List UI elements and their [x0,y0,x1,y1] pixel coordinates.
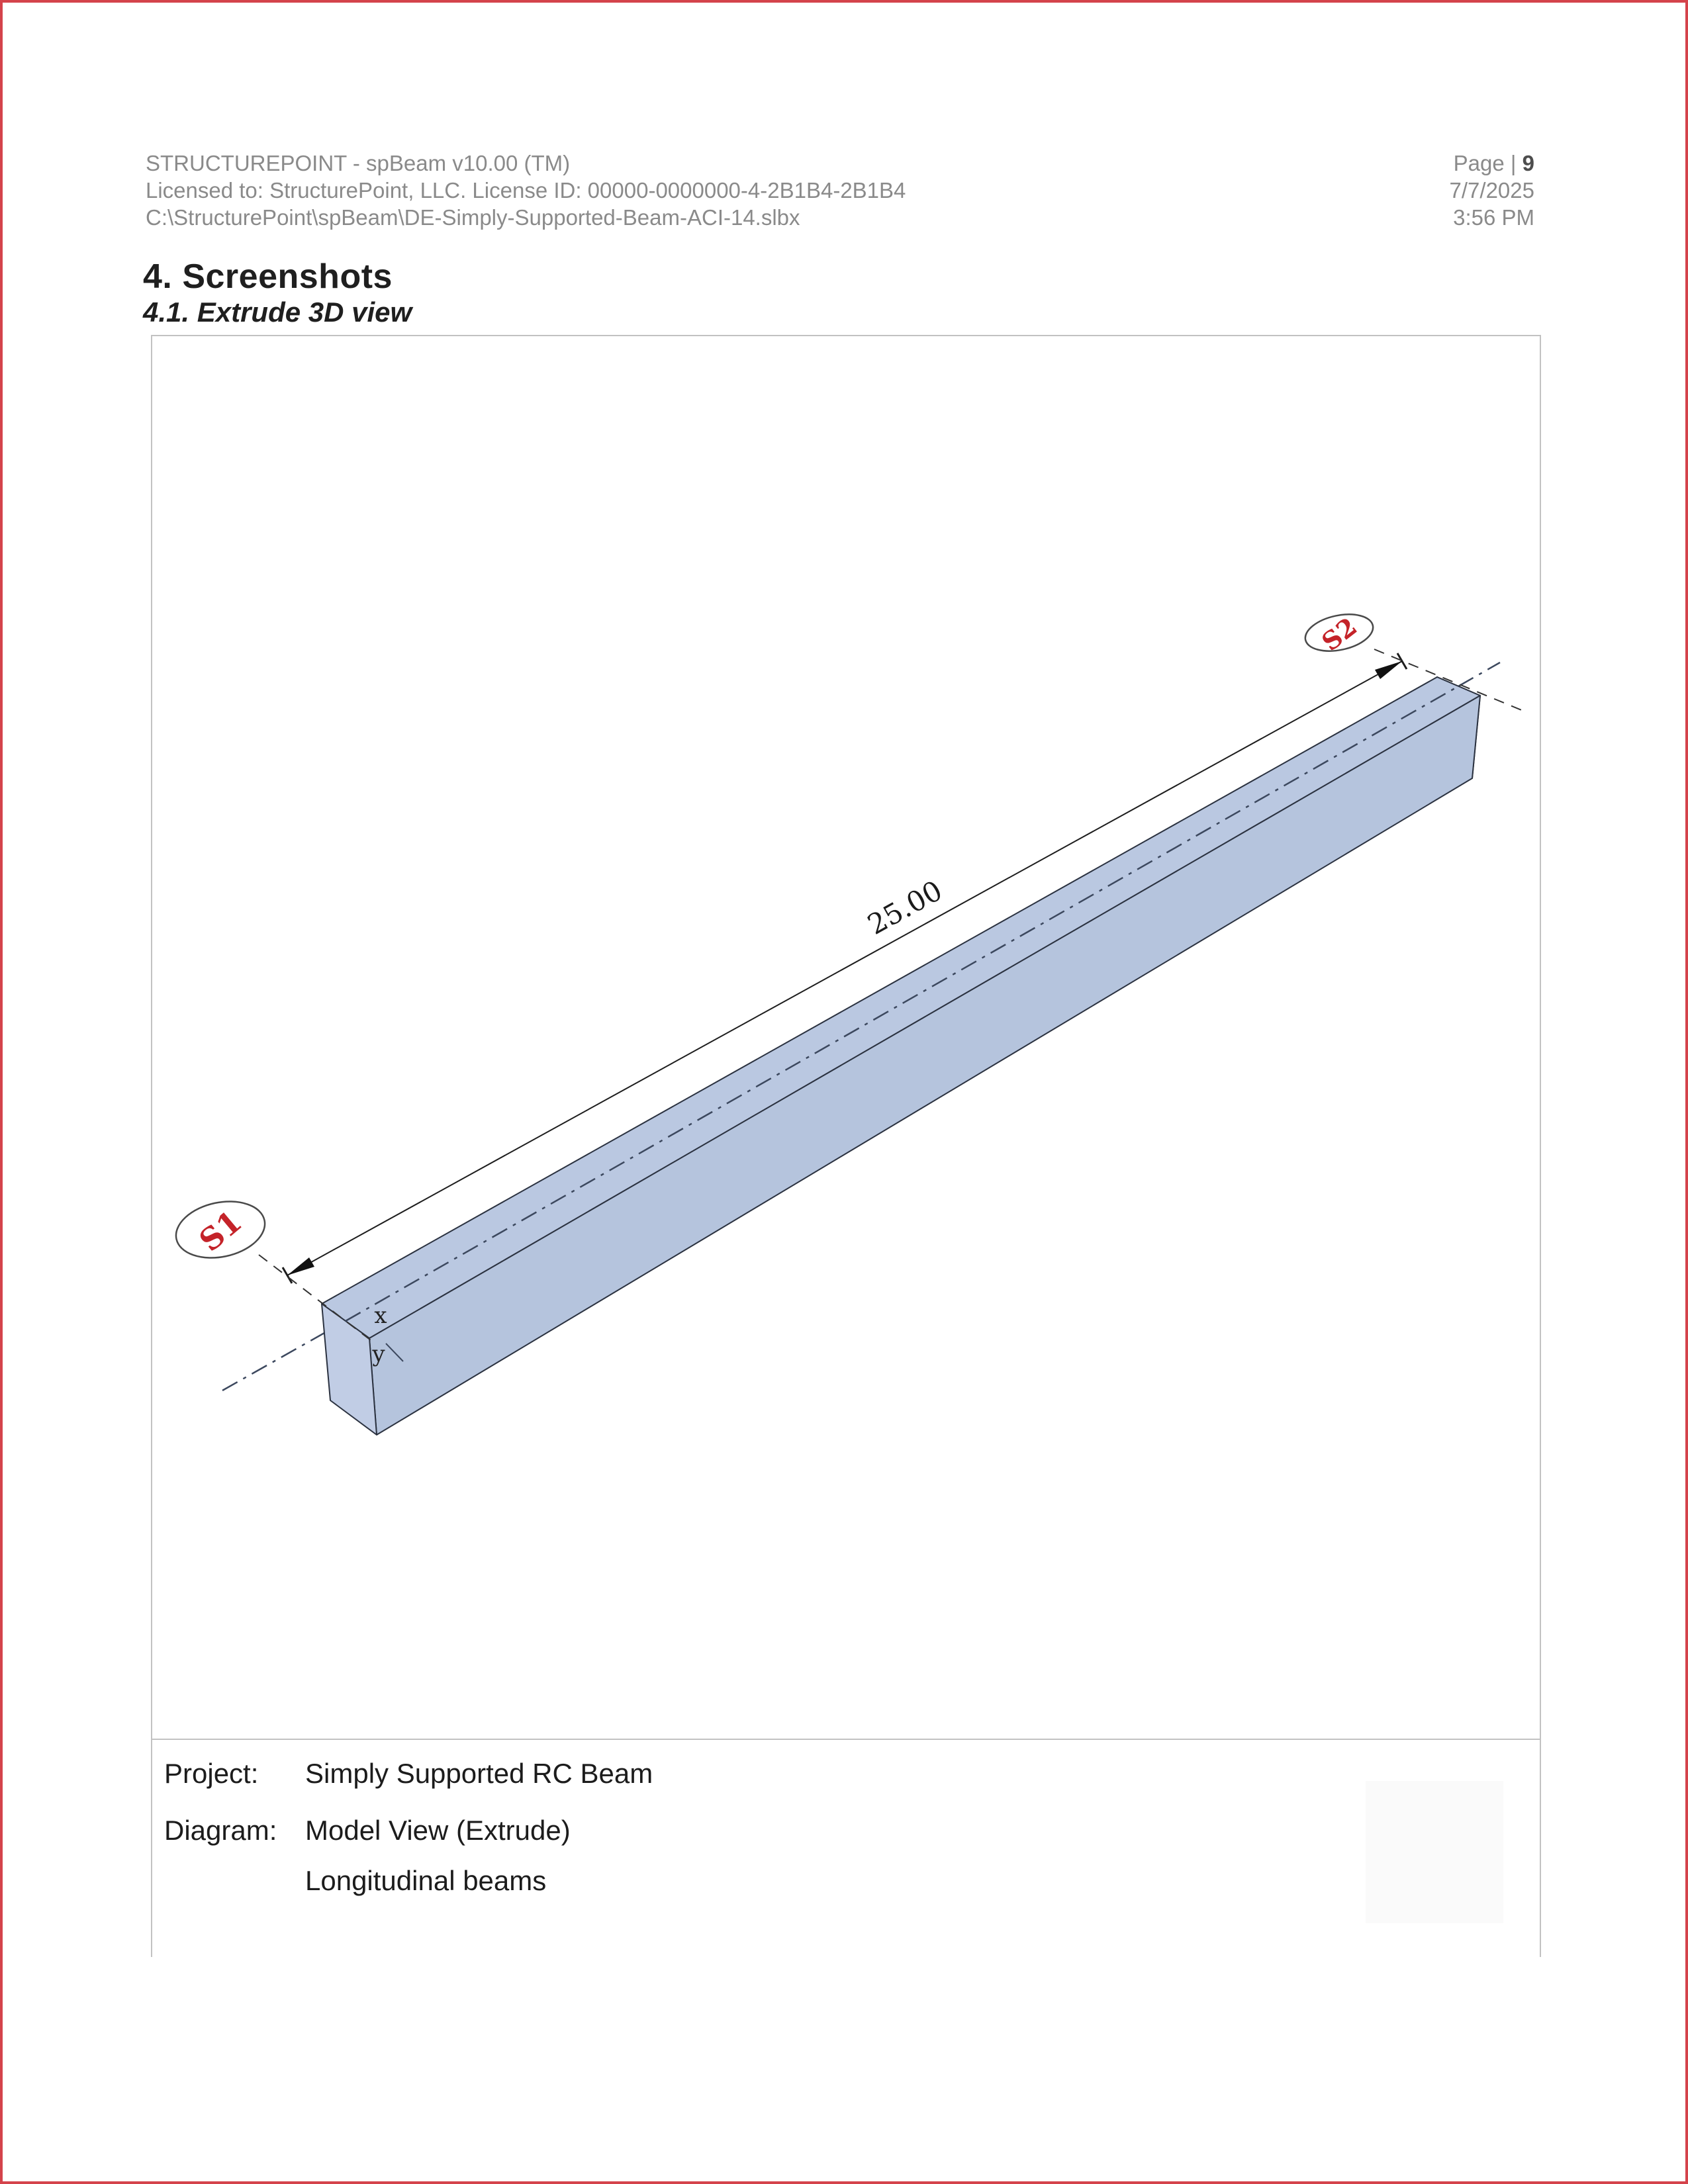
beam-front-face [369,696,1480,1435]
header-program-line: STRUCTUREPOINT - spBeam v10.00 (TM) [146,151,571,175]
report-header-right [1450,150,1534,231]
caption-value: Longitudinal beams [305,1865,547,1896]
caption-value: Model View (Extrude) [305,1815,571,1846]
dimension-arrow-far [1375,661,1402,679]
axis-y-label: y [372,1341,385,1367]
beam-solid [322,677,1480,1435]
report-header [146,150,906,231]
date-line: 7/7/2025 [1449,178,1534,203]
section-subtitle: 4.1. Extrude 3D view [143,296,412,328]
page-number-line [1450,150,1534,177]
header-filepath-line: C:\StructurePoint\spBeam\DE-Simply-Supported-Beam-ACI-14.slbx [146,205,800,230]
centerline-extension-far [1458,662,1500,686]
dimension-arrow-near [287,1257,314,1275]
time-line: 3:56 PM [1453,205,1534,230]
s1-label: S1 [192,1203,249,1259]
s2-label: S2 [1315,611,1363,657]
dimension-label: 25.00 [862,874,948,941]
axis-x-label: x [374,1302,387,1329]
watermark [1366,1781,1503,1923]
page-number: 9 [1522,151,1534,175]
caption-area [152,1739,1540,1957]
caption-label: Diagram: [164,1815,277,1846]
page-label: Page | [1453,151,1523,175]
section-title: 4. Screenshots [143,257,393,296]
figure-frame [151,335,1541,1957]
dimension-line [287,661,1402,1275]
caption-value: Simply Supported RC Beam [305,1758,653,1789]
header-license-line: Licensed to: StructurePoint, LLC. License ID: 00000-0000000-4-2B1B4-2B1B4 [146,178,906,203]
caption-label: Project: [164,1758,259,1789]
model-3d-view [152,336,1540,1739]
beam-top-face [322,677,1480,1338]
dimension [283,653,1407,1283]
